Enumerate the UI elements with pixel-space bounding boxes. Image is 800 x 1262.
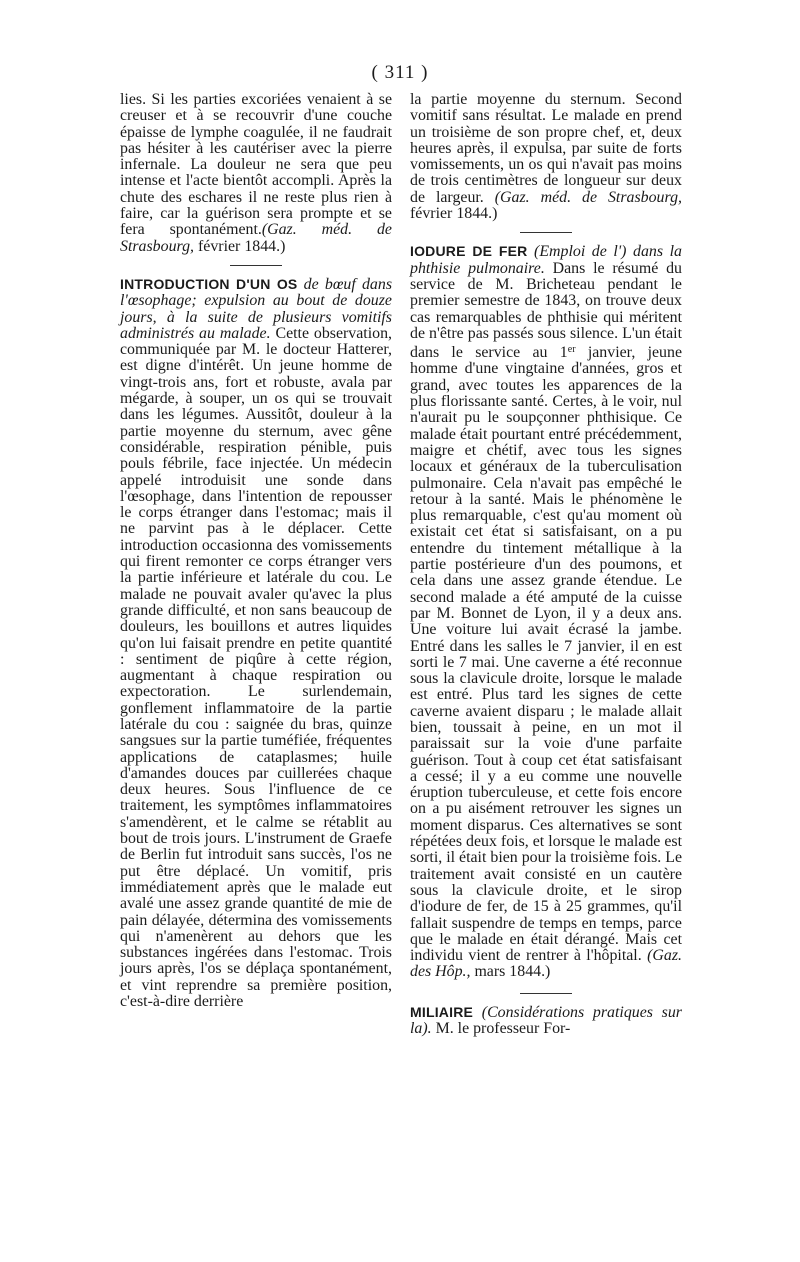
article-body-continued: janvier, jeune homme d'une vingtaine d'années, gros et grand, avec toutes les apparences de la plus florissante santé. Certes, à le voir, nul n'aurait pu le soupçonner phthisique. Ce malade était pourtant entré précédemment, maigre et chétif, avec tous les signes locaux et généraux de la tuberculisation pulmonaire. Cela n'avait pas empêché le retour à la santé. Mais le phénomène le plus remarquable, c'est qu'au moment où existait cet état si satisfaisant, on a pu entendre du tintement métallique à la partie postérieure d'un des poumons, et cela dans une assez grande étendue. Le second malade a été amputé de la cuisse par M. Bonnet de Lyon, il y a deux ans. Une voiture lui avait écrasé la jambe. Entré dans les salles le 7 janvier, il en est sorti le 7 mai. Une caverne a été reconnue sous la clavicule droite, lorsque le malade est entré. Plus tard les signes de cette caverne avaient disparu ; le malade allait bien, toussait à peine, en un mot il paraissait sur la voie d'une parfaite guérison. Tout à coup cet état satisfaisant a cessé; il y a eu comme une nouvelle éruption tuberculeuse, et cette fois encore on a pu aisément retrouver les signes un moment disparus. Ces alternatives se sont répétées deux fois, et lorsque le malade est sorti, il était bien pour la troisième fois. Le traitement avait consisté en un cautère sous la clavicule droite, et le sirop d'iodure de fer, de 15 à 25 grammes, qu'il fallait suspendre de temps en temps, parce que le malade en était dérangé. Mais cet individu vient de rentrer à l'hôpital. <box>410 344 682 965</box>
article <box>120 276 392 1010</box>
citation-source: (Gaz. des Hôp., <box>410 947 683 981</box>
article <box>410 1004 682 1038</box>
left-column <box>120 92 392 1010</box>
citation-date: février 1844.) <box>410 205 498 223</box>
article-heading: IODURE DE FER <box>410 243 528 260</box>
article <box>410 243 682 980</box>
article-subheading: (Considérations pratiques sur la). <box>410 1003 682 1038</box>
citation-date: mars 1844.) <box>470 963 551 981</box>
article-subheading: (Emploi de l') dans la phthisie pulmonaire. <box>410 243 682 277</box>
citation-source: (Gaz. méd. de Strasbourg, <box>120 221 392 255</box>
article-subheading: de bœuf dans l'œsophage; expulsion au bout de douze jours, à la suite de plusieurs vomitifs administrés au malade. <box>120 275 393 342</box>
article-body: Cette observation, communiquée par M. le docteur Hatterer, est digne d'intérêt. Un jeune homme de vingt-trois ans, fort et robuste, avala par mégarde, à souper, un os qui se trouvait dans les légumes. Aussitôt, douleur à la partie moyenne du sternum, avec gêne considérable, respiration pénible, puis pouls fébrile, face injectée. Un médecin appelé introduisit une sonde dans l'œsophage, dans l'intention de repousser le corps étranger dans l'estomac; mais il ne parvint pas à le déplacer. Cette introduction occasionna des vomissements qui firent remonter ce corps étranger vers la partie inférieure et latérale du cou. Le malade ne pouvait avaler qu'avec la plus grande difficulté, et non sans beaucoup de douleurs, les bouillons et autres liquides qu'on lui faisait prendre en petite quantité : sentiment de piqûre à cette région, augmentant à chaque respiration ou expectoration. Le surlendemain, gonflement inflammatoire de la partie latérale du cou : saignée du bras, quinze sangsues sur la partie tuméfiée, fréquentes applications de cataplasmes; huile d'amandes douces par cuillerées chaque deux heures. Sous l'influence de ce traitement, les symptômes inflammatoires s'amendèrent, et le calme se rétablit au bout de trois jours. L'instrument de Graefe de Berlin fut introduit sans succès, l'os ne put être déplacé. Un vomitif, pris immédiatement après que le malade eut avalé une assez grande quantité de mie de pain délayée, détermina des vomissements qui n'amenèrent au dehors que les substances ingérées dans l'estomac. Trois jours après, l'os se déplaça spontanément, et vint reprendre sa première position, c'est-à-dire derrière <box>120 324 392 1011</box>
section-divider <box>520 993 572 994</box>
article-heading: INTRODUCTION D'UN OS <box>120 275 298 292</box>
article-body: M. le professeur For- <box>431 1020 571 1038</box>
citation-date: février 1844.) <box>194 237 286 255</box>
section-divider <box>520 232 572 233</box>
paragraph <box>410 92 682 222</box>
paragraph-text: lies. Si les parties excoriées venaient à se creuser et à se recouvrir d'une couche épaisse de lymphe coagulée, il ne faudrait pas hésiter à les cautériser avec la pierre infernale. La douleur ne sera que peu intense et l'acte bientôt accompli. Après la chute des eschares il ne reste plus rien à faire, car la guérison sera prompte et se fera spontanément. <box>120 91 392 239</box>
article-body: Dans le résumé du service de M. Bricheteau pendant le premier semestre de 1843, on trouve deux cas remarquables de phthisie qui méritent de n'être pas passés sous silence. L'un était dans le service au 1 <box>410 259 682 362</box>
section-divider <box>230 265 282 266</box>
page-number: ( 311 ) <box>371 62 429 83</box>
paragraph-text: la partie moyenne du sternum. Second vomitif sans résultat. Le malade en prend un troisième de son propre chef, et, deux heures après, il expulsa, par suite de forts vomissements, un os qui n'avait pas moins de trois centimètres de longueur sur deux de largeur. <box>410 91 682 206</box>
paragraph <box>120 92 392 255</box>
right-column <box>410 92 682 1037</box>
superscript: er <box>567 344 576 356</box>
article-heading: MILIAIRE <box>410 1003 474 1020</box>
citation-source: (Gaz. méd. de Strasbourg, <box>483 188 682 206</box>
